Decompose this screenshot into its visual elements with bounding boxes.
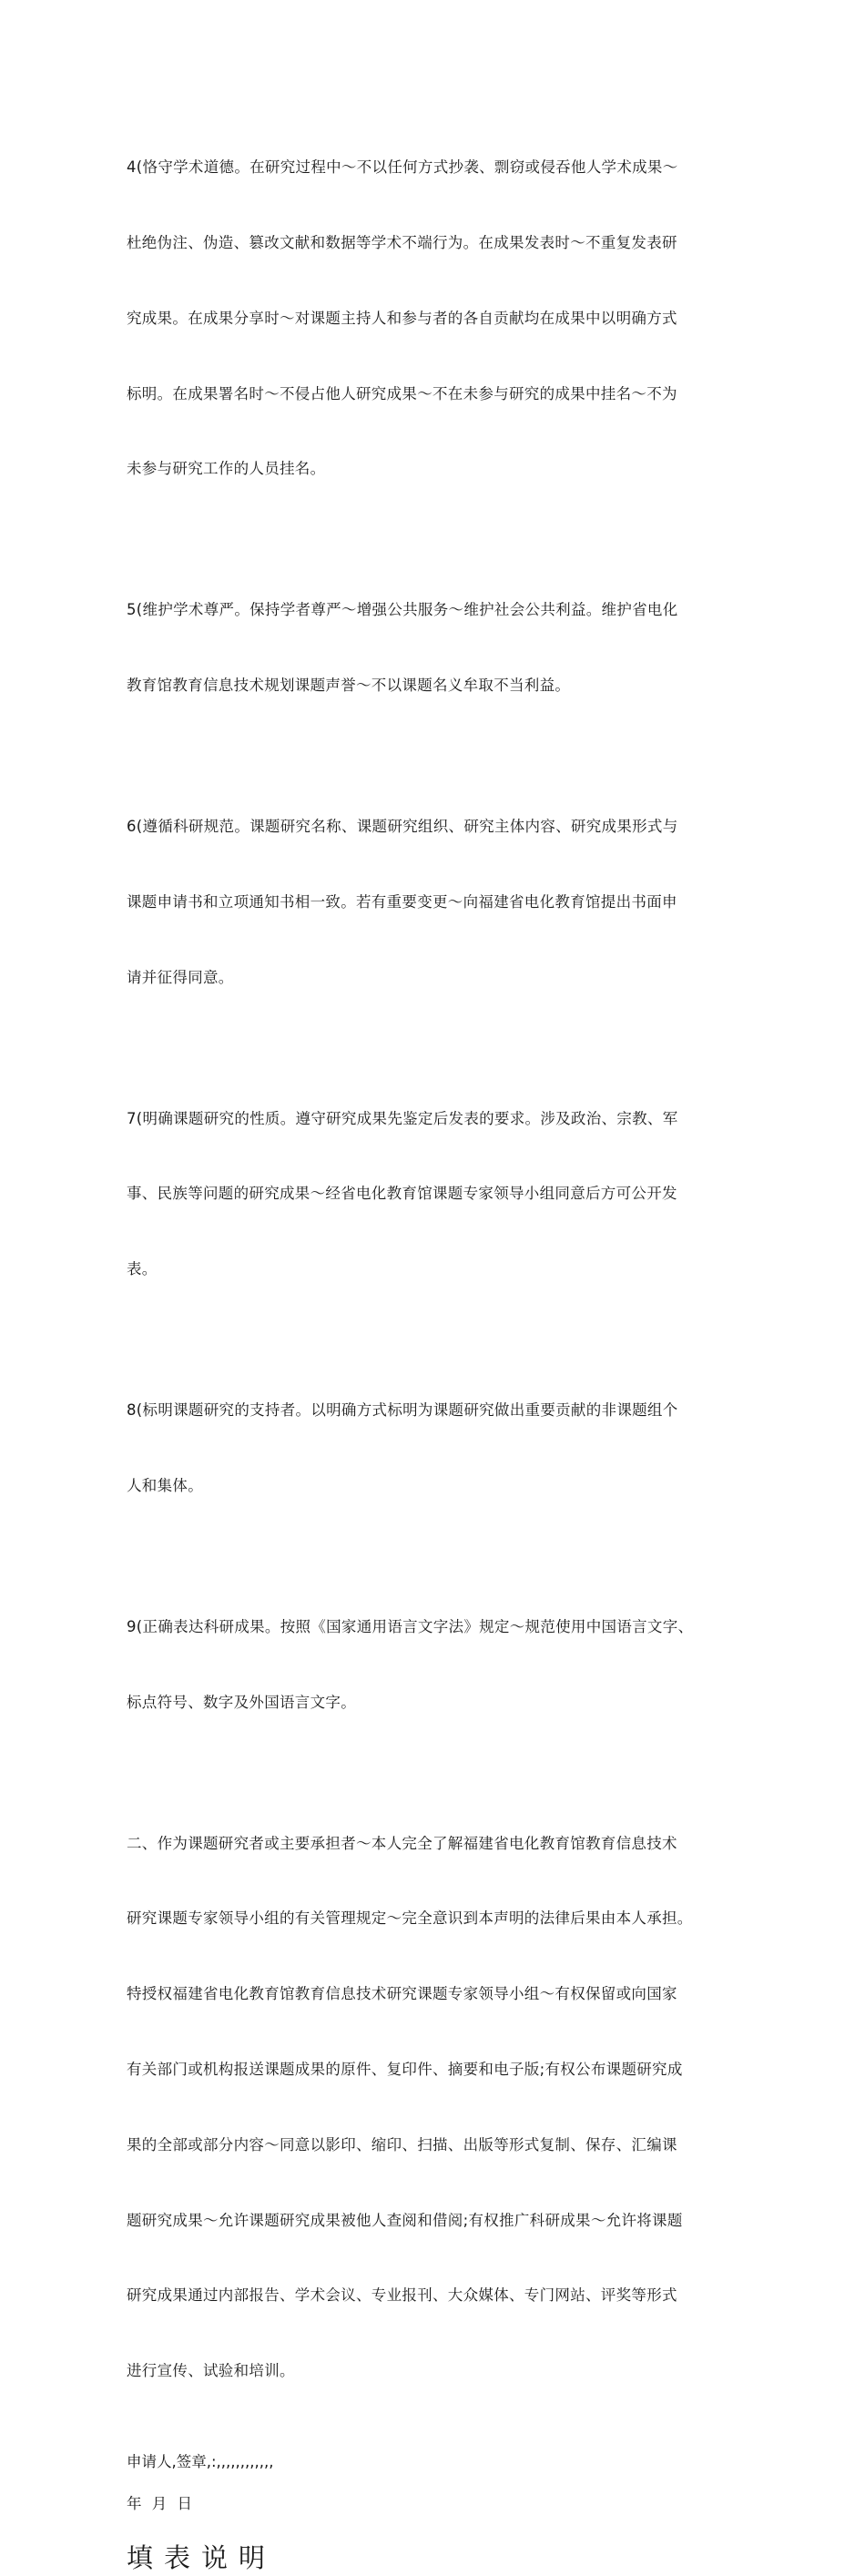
- text-line: 事、民族等问题的研究成果～经省电化教育馆课题专家领导小组同意后方可公开发: [127, 1185, 677, 1203]
- text-line: 果的全部或部分内容～同意以影印、缩印、扫描、出版等形式复制、保存、汇编课: [127, 2135, 677, 2153]
- text-line: 表。: [127, 1260, 158, 1278]
- text-line: 课题申请书和立项通知书相一致。若有重要变更～向福建省电化教育馆提出书面申: [127, 892, 677, 911]
- text-line: 4(恪守学术道德。在研究过程中～不以任何方式抄袭、剽窃或侵吞他人学术成果～: [127, 158, 678, 177]
- text-line: 9(正确表达科研成果。按照《国家通用语言文字法》规定～规范使用中国语言文字、: [127, 1617, 694, 1635]
- document-page: [127, 105, 746, 2576]
- text-line: 研究课题专家领导小组的有关管理规定～完全意识到本声明的法律后果由本人承担。: [127, 1909, 693, 1928]
- paragraph-9-expression: [127, 1564, 746, 1766]
- paragraph-8-supporters: [127, 1348, 746, 1549]
- text-line: 请并征得同意。: [127, 968, 234, 986]
- text-line: 特授权福建省电化教育馆教育信息技术研究课题专家领导小组～有权保留或向国家: [127, 1985, 677, 2003]
- paragraph-4-academic-ethics: [127, 105, 746, 532]
- text-line: 8(标明课题研究的支持者。以明确方式标明为课题研究做出重要贡献的非课题组个: [127, 1401, 678, 1420]
- paragraph-7-research-nature: [127, 1055, 746, 1332]
- text-line: 未参与研究工作的人员挂名。: [127, 460, 326, 478]
- signature-line: 申请人,签章,:,,,,,,,,,,,,: [127, 2452, 274, 2470]
- text-line: 教育馆教育信息技术规划课题声誉～不以课题名义牟取不当利益。: [127, 677, 571, 695]
- text-line: 7(明确课题研究的性质。遵守研究成果先鉴定后发表的要求。涉及政治、宗教、军: [127, 1109, 678, 1127]
- text-line: 杜绝伪注、伪造、篡改文献和数据等学术不端行为。在成果发表时～不重复发表研: [127, 233, 677, 251]
- text-line: 有关部门或机构报送课题成果的原件、复印件、摘要和电子版;有权公布课题研究成: [127, 2060, 683, 2078]
- section-heading: 填表说明: [127, 2542, 277, 2574]
- date-line: 年 月 日: [127, 2495, 192, 2513]
- text-line: 究成果。在成果分享时～对课题主持人和参与者的各自贡献均在成果中以明确方式: [127, 309, 677, 327]
- text-line: 5(维护学术尊严。保持学者尊严～增强公共服务～维护社会公共利益。维护省电化: [127, 601, 678, 619]
- text-line: 6(遵循科研规范。课题研究名称、课题研究组织、研究主体内容、研究成果形式与: [127, 818, 678, 836]
- text-line: 进行宣传、试验和培训。: [127, 2362, 295, 2380]
- text-line: 研究成果通过内部报告、学术会议、专业报刊、大众媒体、专门网站、评奖等形式: [127, 2286, 677, 2305]
- text-line: 标明。在成果署名时～不侵占他人研究成果～不在未参与研究的成果中挂名～不为: [127, 384, 677, 402]
- text-line: 标点符号、数字及外国语言文字。: [127, 1693, 356, 1711]
- paragraph-6-research-norms: [127, 764, 746, 1041]
- paragraph-authorization: [127, 1780, 746, 2433]
- text-line: 人和集体。: [127, 1476, 203, 1494]
- text-line: 二、作为课题研究者或主要承担者～本人完全了解福建省电化教育馆教育信息技术: [127, 1834, 677, 1852]
- paragraph-5-academic-dignity: [127, 547, 746, 748]
- text-line: 题研究成果～允许课题研究成果被他人查阅和借阅;有权推广科研成果～允许将课题: [127, 2211, 683, 2229]
